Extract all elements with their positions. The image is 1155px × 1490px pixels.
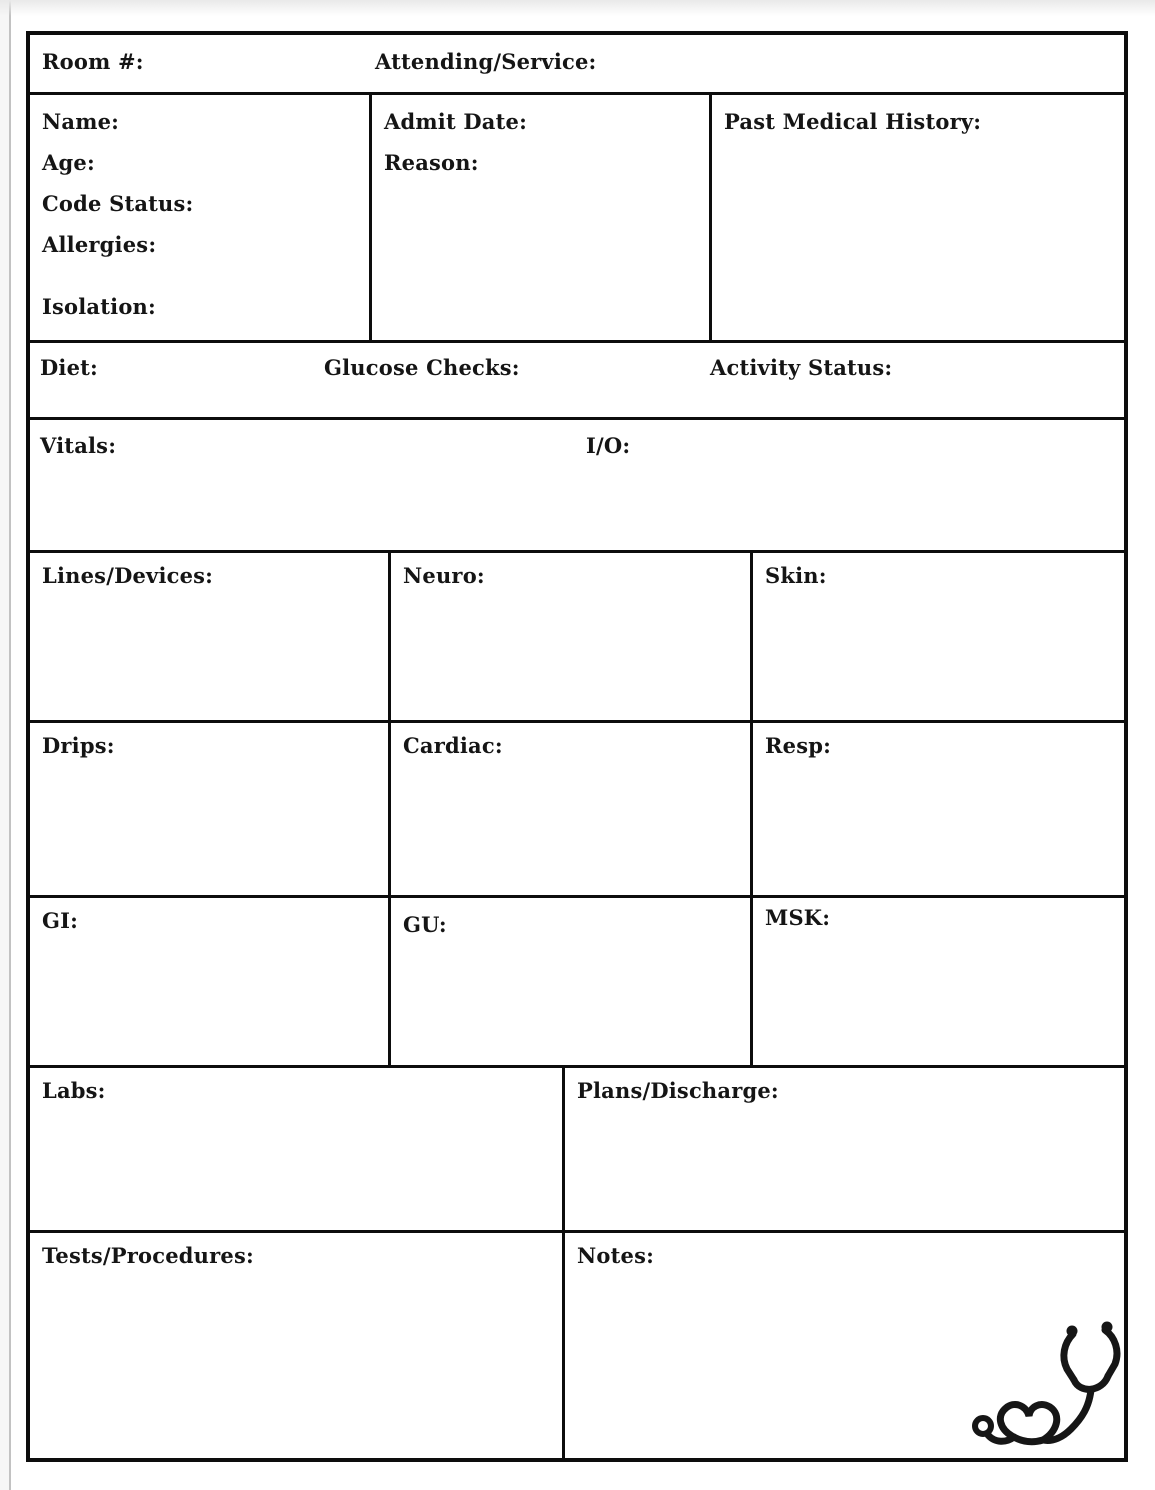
header-row <box>30 35 1124 95</box>
tests-procedures-label: Tests/Procedures: <box>42 1243 254 1268</box>
intake-output-label: I/O: <box>586 433 631 458</box>
notes-cell <box>565 1233 1124 1458</box>
gu-label: GU: <box>403 912 447 937</box>
page-top-shadow <box>0 0 1155 16</box>
labs-label: Labs: <box>42 1078 106 1103</box>
orders-row <box>30 343 1124 420</box>
diet-label: Diet: <box>40 355 99 380</box>
tests-notes-row <box>30 1233 1124 1458</box>
skin-cell <box>753 553 1124 720</box>
drips-label: Drips: <box>42 733 115 758</box>
age-label: Age: <box>42 150 95 175</box>
patient-demographics-cell <box>30 95 372 340</box>
vitals-row <box>30 420 1124 553</box>
drips-cell <box>30 723 391 895</box>
resp-label: Resp: <box>765 733 832 758</box>
past-medical-history-label: Past Medical History: <box>724 109 982 134</box>
tests-procedures-cell <box>30 1233 565 1458</box>
labs-plans-row <box>30 1068 1124 1233</box>
lines-devices-cell <box>30 553 391 720</box>
page-left-edge <box>0 0 9 1490</box>
neuro-label: Neuro: <box>403 563 485 588</box>
admission-cell <box>372 95 712 340</box>
plans-discharge-cell <box>565 1068 1124 1230</box>
lines-devices-label: Lines/Devices: <box>42 563 214 588</box>
systems-row-3 <box>30 898 1124 1068</box>
labs-cell <box>30 1068 565 1230</box>
admit-date-label: Admit Date: <box>384 109 528 134</box>
systems-row-2 <box>30 723 1124 898</box>
code-status-label: Code Status: <box>42 191 194 216</box>
gi-label: GI: <box>42 908 79 933</box>
activity-status-label: Activity Status: <box>710 355 893 380</box>
plans-discharge-label: Plans/Discharge: <box>577 1078 779 1103</box>
isolation-label: Isolation: <box>42 294 156 319</box>
vitals-io-cell <box>30 420 1124 550</box>
past-medical-history-cell <box>712 95 1124 340</box>
vitals-label: Vitals: <box>40 433 117 458</box>
cardiac-label: Cardiac: <box>403 733 503 758</box>
msk-cell <box>753 898 1124 1065</box>
gi-cell <box>30 898 391 1065</box>
skin-label: Skin: <box>765 563 827 588</box>
gu-cell <box>391 898 753 1065</box>
msk-label: MSK: <box>765 905 831 930</box>
attending-service-label: Attending/Service: <box>375 49 597 74</box>
name-label: Name: <box>42 109 120 134</box>
notes-label: Notes: <box>577 1243 655 1268</box>
systems-row-1 <box>30 553 1124 723</box>
glucose-checks-label: Glucose Checks: <box>324 355 520 380</box>
cardiac-cell <box>391 723 753 895</box>
allergies-label: Allergies: <box>42 232 157 257</box>
neuro-cell <box>391 553 753 720</box>
room-number-label: Room #: <box>42 49 144 74</box>
patient-info-row <box>30 95 1124 343</box>
reason-label: Reason: <box>384 150 479 175</box>
room-attending-cell <box>30 35 1124 92</box>
page-left-edge-line <box>9 0 11 1490</box>
stethoscope-heart-icon <box>969 1314 1121 1456</box>
diet-glucose-activity-cell <box>30 343 1124 417</box>
report-sheet-table <box>26 31 1128 1462</box>
resp-cell <box>753 723 1124 895</box>
